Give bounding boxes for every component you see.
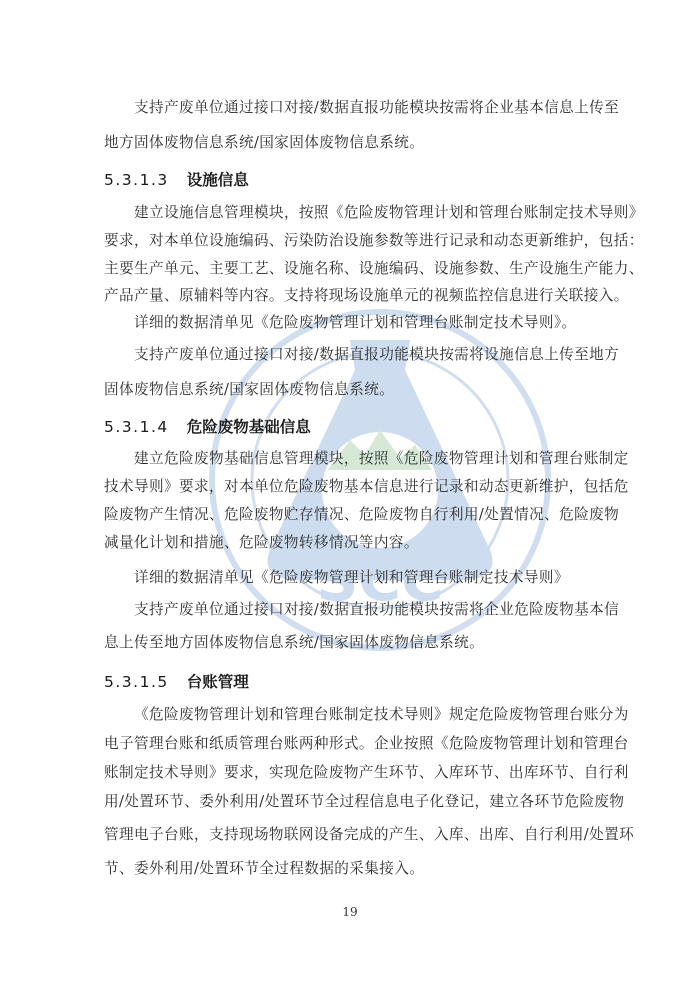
paragraph: 支持产废单位通过接口对接/数据直报功能模块按需将设施信息上传至地方 xyxy=(134,346,620,363)
paragraph-line: 管理电子台账，支持现场物联网设备完成的产生、入库、出库、自行利用/处置环 xyxy=(104,826,635,843)
paragraph-line: 《危险废物管理计划和管理台账制定技术导则》规定危险废物管理台账分为 xyxy=(134,706,629,723)
paragraph-line: 险废物产生情况、危险废物贮存情况、危险废物自行利用/处置情况、危险废物 xyxy=(104,506,620,523)
section-heading-5-3-1-4: 5.3.1.4 危险废物基础信息 xyxy=(104,418,311,436)
paragraph-line: 地方固体废物信息系统/国家固体废物信息系统。 xyxy=(104,134,425,151)
paragraph-line: 产品产量、原辅料等内容。支持将现场设施单元的视频监控信息进行关联接入。 xyxy=(104,287,629,304)
paragraph-line: 账制定技术导则》要求，实现危险废物产生环节、入库环节、出库环节、自行利 xyxy=(104,764,629,781)
paragraph: 支持产废单位通过接口对接/数据直报功能模块按需将企业基本信息上传至 xyxy=(134,99,620,116)
paragraph-line: 要求，对本单位设施编码、污染防治设施参数等进行记录和动态更新维护，包括： xyxy=(104,232,644,249)
paragraph-line: 用/处置环节、委外利用/处置环节全过程信息电子化登记，建立各环节危险废物 xyxy=(104,793,625,810)
paragraph-line: 息上传至地方固体废物信息系统/国家固体废物信息系统。 xyxy=(104,634,485,651)
paragraph-line: 建立危险废物基础信息管理模块，按照《危险废物管理计划和管理台账制定 xyxy=(134,450,629,467)
paragraph: 支持产废单位通过接口对接/数据直报功能模块按需将企业危险废物基本信 xyxy=(134,601,620,618)
paragraph-line: 电子管理台账和纸质管理台账两种形式。企业按照《危险废物管理计划和管理台 xyxy=(104,735,629,752)
paragraph-line: 主要生产单元、主要工艺、设施名称、设施编码、设施参数、生产设施生产能力、 xyxy=(104,260,644,277)
svg-text:SCC: SCC xyxy=(316,546,444,614)
paragraph: 详细的数据清单见《危险废物管理计划和管理台账制定技术导则》。 xyxy=(134,314,577,331)
paragraph-line: 固体废物信息系统/国家固体废物信息系统。 xyxy=(104,381,395,398)
section-heading-5-3-1-3: 5.3.1.3 设施信息 xyxy=(104,171,249,189)
paragraph-line: 建立设施信息管理模块，按照《危险废物管理计划和管理台账制定技术导则》 xyxy=(134,204,644,221)
section-heading-5-3-1-5: 5.3.1.5 台账管理 xyxy=(104,673,249,691)
paragraph-line: 节、委外利用/处置环节全过程数据的采集接入。 xyxy=(104,860,425,877)
paragraph-line: 减量化计划和措施、危险废物转移情况等内容。 xyxy=(104,534,419,551)
page-number: 19 xyxy=(342,905,358,919)
paragraph: 详细的数据清单见《危险废物管理计划和管理台账制定技术导则》 xyxy=(134,569,569,586)
paragraph-line: 技术导则》要求，对本单位危险废物基本信息进行记录和动态更新维护，包括危 xyxy=(104,478,629,495)
